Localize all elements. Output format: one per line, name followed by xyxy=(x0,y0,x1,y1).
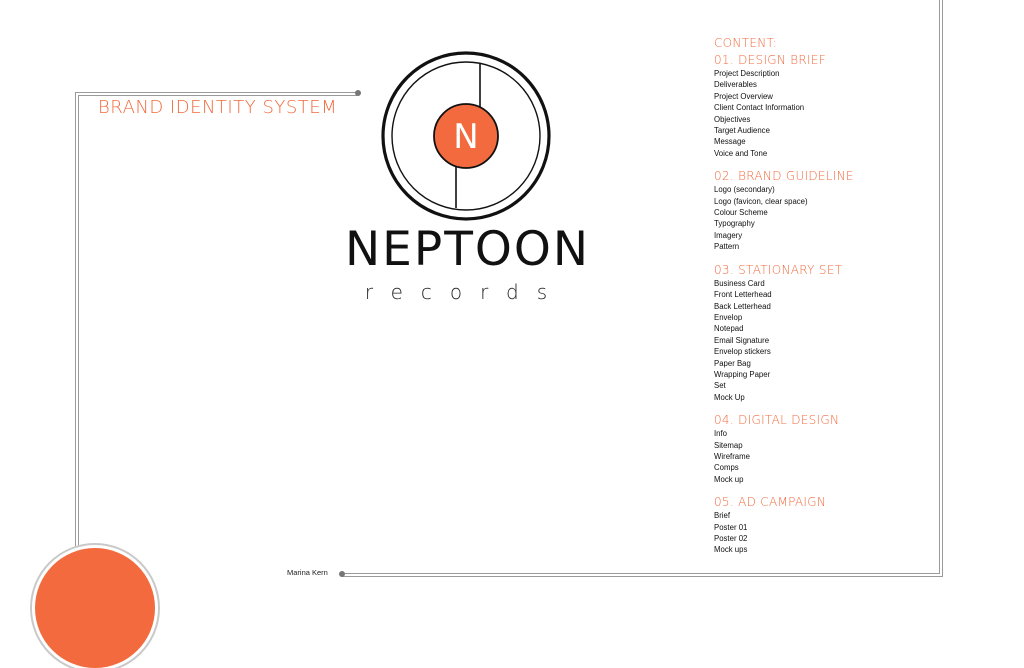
frame-line-top-left-inner xyxy=(78,95,358,96)
frame-line-bottom xyxy=(342,573,939,574)
toc-item: Client Contact Information xyxy=(714,103,805,113)
toc-item: Project Description xyxy=(714,69,780,78)
logo-wordmark: NEPTOON xyxy=(345,222,591,277)
toc-heading: CONTENT: xyxy=(714,36,778,50)
toc-item: Brief xyxy=(714,511,731,521)
toc-section-title: 04. DIGITAL DESIGN xyxy=(714,413,840,428)
table-of-contents xyxy=(714,36,934,566)
toc-item: Logo (favicon, clear space) xyxy=(714,196,808,206)
frame-line-bottom-inner xyxy=(342,576,942,577)
frame-line-right xyxy=(939,0,940,574)
toc-item: Wrapping Paper xyxy=(714,369,771,379)
frame-dot-bottom xyxy=(339,571,345,577)
toc-item: Sitemap xyxy=(714,440,743,450)
toc-item: Set xyxy=(714,381,726,391)
toc-item: Notepad xyxy=(714,324,744,334)
toc-item: Front Letterhead xyxy=(714,290,772,300)
toc-section-title: 02. BRAND GUIDELINE xyxy=(714,169,854,184)
toc-item: Info xyxy=(714,429,728,439)
toc-item: Target Audience xyxy=(714,126,770,136)
toc-item: Project Overview xyxy=(714,91,773,101)
toc-section-title: 01. DESIGN BRIEF xyxy=(714,53,826,67)
toc-item: Pattern xyxy=(714,242,740,252)
toc-item: Envelop xyxy=(714,312,743,322)
toc-section-title: 03. STATIONARY SET xyxy=(714,262,843,277)
toc-section-design-brief xyxy=(714,53,934,159)
frame-line-right-inner xyxy=(942,0,943,577)
toc-item: Deliverables xyxy=(714,80,757,90)
toc-item: Colour Scheme xyxy=(714,208,768,218)
toc-item: Message xyxy=(714,137,746,147)
author-name: Marina Kern xyxy=(287,568,328,577)
toc-item: Wireframe xyxy=(714,451,750,461)
logo-mark-letter: N xyxy=(453,117,479,157)
frame-dot-top xyxy=(355,90,361,96)
frame-line-left-inner xyxy=(78,95,79,550)
toc-item: Objectives xyxy=(714,114,751,124)
toc-item: Poster 02 xyxy=(714,534,748,543)
toc-section-brand-guideline xyxy=(714,169,934,252)
toc-section-title: 05. AD CAMPAIGN xyxy=(714,495,827,510)
frame-line-top-left xyxy=(75,92,358,93)
toc-item: Imagery xyxy=(714,230,743,240)
toc-item: Typography xyxy=(714,219,755,229)
page-title: BRAND IDENTITY SYSTEM xyxy=(98,97,338,118)
toc-item: Poster 01 xyxy=(714,522,748,532)
decorative-orange-circle xyxy=(35,548,155,668)
logo-subword: records xyxy=(364,280,566,304)
toc-item: Comps xyxy=(714,463,739,473)
toc-item: Mock ups xyxy=(714,545,748,555)
toc-item: Back Letterhead xyxy=(714,301,771,311)
toc-section-digital-design xyxy=(714,413,934,485)
toc-item: Business Card xyxy=(714,278,765,288)
toc-item: Logo (secondary) xyxy=(714,185,775,195)
toc-item: Envelop stickers xyxy=(714,347,771,357)
toc-item: Mock up xyxy=(714,474,744,484)
neptoon-logo-mark xyxy=(380,50,552,222)
toc-item: Email Signature xyxy=(714,335,770,345)
frame-line-left xyxy=(75,92,76,552)
toc-section-stationary-set xyxy=(714,263,934,403)
toc-section-ad-campaign xyxy=(714,495,934,556)
toc-item: Paper Bag xyxy=(714,358,751,368)
toc-item: Mock Up xyxy=(714,392,745,402)
toc-item: Voice and Tone xyxy=(714,148,768,158)
